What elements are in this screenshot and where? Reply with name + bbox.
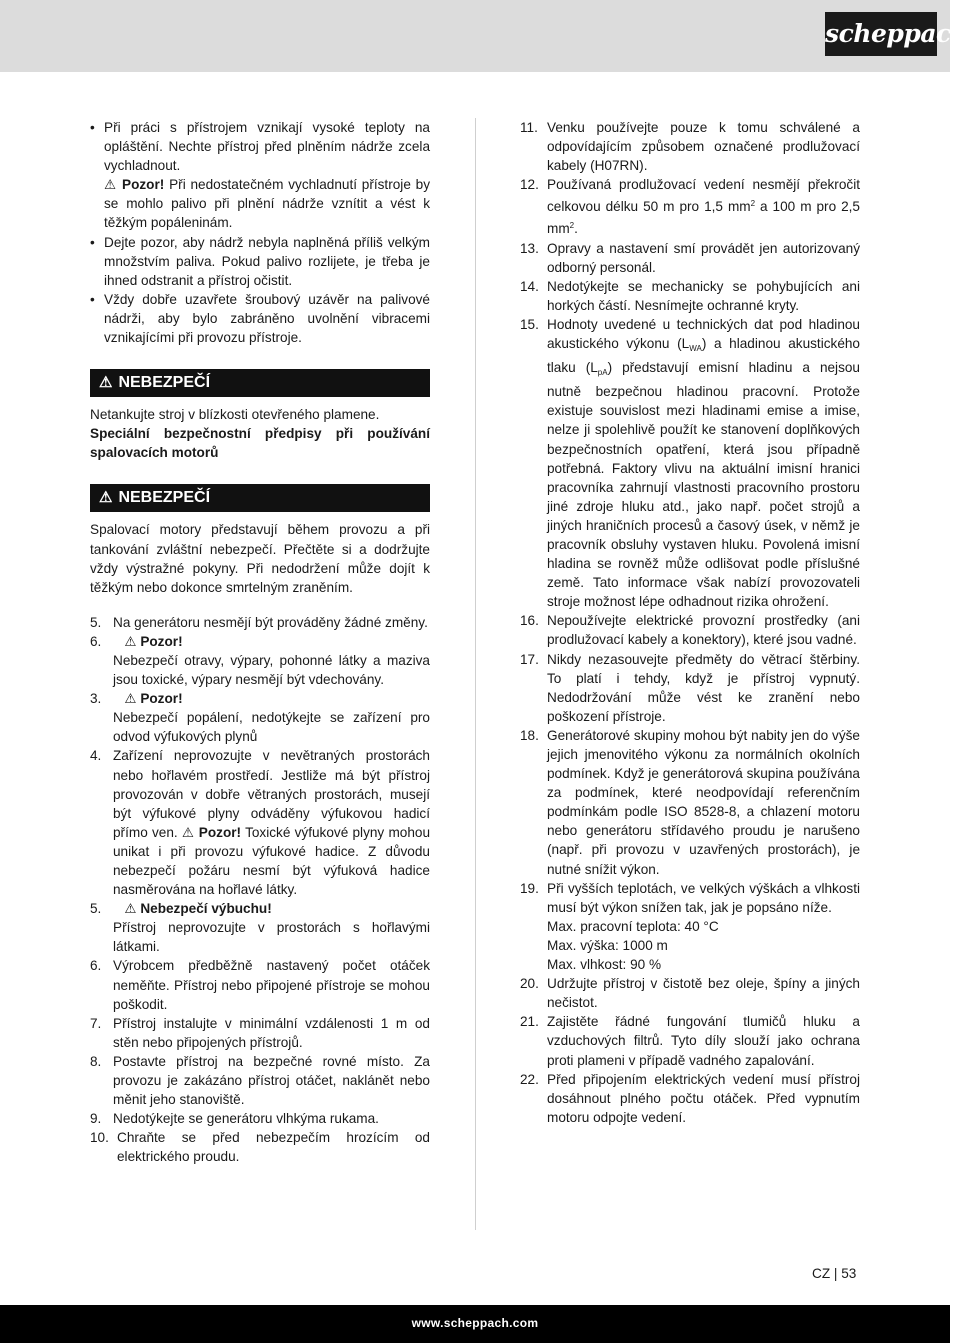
- list-item: 14. Nedotýkejte se mechanicky se pohybujících ani horkých částí. Nesnímejte ochranné kryty.: [520, 278, 860, 313]
- bullet-item: • Vždy dobře uzavřete šroubový uzávěr na palivové nádrži, aby bylo zabráněno uvolnění vibracemi vznikajícími při provozu přístroje.: [90, 290, 430, 347]
- list-item: 17. Nikdy nezasouvejte předměty do větrací štěrbiny. To platí i tehdy, když je přístroj vypnutý. Nedodržování může vést ke zranění nebo poškození přístroje.: [520, 651, 860, 724]
- list-item: 5. ⚠ Nebezpečí výbuchu! Přístroj neprovozujte v prostorách s hořlavými látkami.: [90, 901, 430, 955]
- list-item: 3. ⚠ Pozor! Nebezpečí popálení, nedotýkejte se zařízení pro odvod výfukových plynů: [90, 691, 430, 745]
- list-item: 12. Používaná prodlužovací vedení nesmějí překročit celkovou délku 50 m pro 1,5 $mm^2$ a 100 m pro 2,5 $mm^2$.: [520, 177, 860, 237]
- footer-bar: [0, 1305, 950, 1343]
- warning-icon: ⚠: [99, 374, 113, 392]
- left-column: [90, 118, 430, 1167]
- warning-icon: ⚠: [124, 691, 137, 707]
- danger-banner: ⚠ NEBEZPEČÍ: [90, 484, 430, 512]
- list-item: 20. Udržujte přístroj v čistotě bez oleje, špíny a jiných nečistot.: [520, 976, 860, 1011]
- bullet-item: • Při práci s přístrojem vznikají vysoké teploty na opláštění. Nechte přístroj před plněním nádrže zcela vychladnout. ⚠ Pozor! Při nedostatečném vychladnutí přístroje by se mohlo palivo při plnění nádrže vznítit a vést k těžkým popáleninám.: [90, 118, 430, 233]
- danger-text: Netankujte stroj v blízkosti otevřeného plamene.: [90, 407, 380, 423]
- warning-icon: ⚠: [181, 824, 195, 840]
- warning-icon: ⚠: [99, 489, 113, 507]
- list-item: 11. Venku používejte pouze k tomu schválené a odpovídajícím způsobem označené prodlužovací kabely (H07RN).: [520, 120, 860, 174]
- warning-icon: ⚠: [104, 177, 118, 193]
- list-item: 21. Zajistěte řádné fungování tlumičů hluku a vzduchových filtrů. Tyto díly slouží jako ochrana proti plameni v případě vadného zapalování.: [520, 1014, 860, 1068]
- list-item: 8. Postavte přístroj na bezpečné rovné místo. Za provozu je zakázáno přístroj otáčet, naklánět nebo měnit jeho stanoviště.: [90, 1053, 430, 1108]
- list-item: 16. Nepoužívejte elektrické provozní prostředky (ani prodlužovací kabely a konektory), které jsou vadné.: [520, 613, 860, 648]
- list-item: 7. Přístroj instalujte v minimální vzdálenosti 1 m od stěn nebo připojených přístrojů.: [90, 1015, 430, 1050]
- page-number: CZ | 53: [812, 1266, 857, 1281]
- list-item: 13. Opravy a nastavení smí provádět jen autorizovaný odborný personál.: [520, 240, 860, 275]
- scheppach-logo: scheppach: [825, 12, 937, 56]
- list-item: 9. Nedotýkejte se generátoru vlhkýma rukama.: [90, 1111, 379, 1127]
- website-url[interactable]: www.scheppach.com: [411, 1316, 539, 1330]
- list-item: 18. Generátorové skupiny mohou být nabity jen do výše jejich jmenovitého výkonu za normálních okolních podmínek. Když je generátorová skupina používána za podmínek, které neodpovídají referenčním podmínkám podle ISO 8528-8, a chlazení motoru nebo generátoru střídavého proudu je narušeno (např. při provozu v uzavřených prostorách), je nutné snížit výkon.: [520, 727, 860, 877]
- list-item: 19. Při vyšších teplotách, ve velkých výškách a vlhkosti musí být výkon snížen tak, jak je popsáno níže. Max. pracovní teplota: 40 °C Max. výška: 1000 m Max. vlhkost: 90 %: [520, 880, 860, 973]
- list-item: 15. Hodnoty uvedené u technických dat pod hladinou akustického výkonu $(L_{WA})$ a hladinou akustického tlaku $(L_{pA})$ představují emisní hladinu a nejsou nutně bezpečnou hladinou pracovní. Protože existuje souvislost mezi hladinami emise a imise, nelze ji spolehlivě použít ke stanovení doplňkových bezpečnostních opatření, která jsou případně potřebná. Faktory vlivu na aktuální imisní hranici pracovníka zahrnují vlastnosti pracovního prostoru jiné zdroje hluku atd., jako např. počet strojů a jiných hraničních procesů a časový úsek, v němž je pracovník obsluhy vystaven hluku. Povolená imisní hladina se rovněž může odlišovat podle příslušné země. Tato informace však nabízí provozovateli stroje možnost lépe odhadnout rizika ohrožení.: [520, 316, 860, 610]
- warning-icon: ⚠: [124, 901, 137, 917]
- list-item: 5. Na generátoru nesmějí být prováděny žádné změny.: [90, 614, 428, 630]
- list-item: 6. Výrobcem předběžně nastavený počet otáček neměňte. Přístroj nebo připojené přístroje se mohou poškodit.: [90, 958, 430, 1012]
- right-column: [520, 118, 860, 1127]
- danger-banner: ⚠ NEBEZPEČÍ: [90, 369, 430, 397]
- bullet-item: • Dejte pozor, aby nádrž nebyla naplněná příliš velkým množstvím paliva. Pokud palivo rozlijete, je třeba je ihned odstranit a přístroj očistit.: [90, 233, 430, 290]
- warning-icon: ⚠: [124, 633, 137, 649]
- header-bar: [0, 0, 950, 72]
- danger-text: Spalovací motory představují během provozu a při tankování zvláštní nebezpečí. Přečtěte si a dodržujte vždy výstražné pokyny. Při nedodržení může dojít k těžkým nebo dokonce smrtelným zraněním.: [90, 522, 430, 595]
- list-item: 6. ⚠ Pozor! Nebezpečí otravy, výpary, pohonné látky a maziva jsou toxické, výpary nesmějí být vdechovány.: [90, 633, 430, 688]
- section-heading: Speciální bezpečnostní předpisy při používání spalovacích motorů: [90, 426, 430, 461]
- list-item: 22. Před připojením elektrických vedení musí přístroj dosáhnout plného počtu otáček. Před vypnutím motoru odpojte vedení.: [520, 1071, 860, 1125]
- list-item: 4. Zařízení neprovozujte v nevětraných prostorách nebo hořlavém prostředí. Jestliže má být přístroj provozován v dobře větraných prostorách, musejí být výfukové plyny odváděny výfukovou hadicí přímo ven. ⚠ Pozor! Toxické výfukové plyny mohou unikat i při provozu výfukové hadice. Z důvodu nebezpečí požáru nesmí být výfuková hadice nasměrována na hořlavé látky.: [90, 748, 431, 898]
- list-item: 10. Chraňte se před nebezpečím hrozícím od elektrického proudu.: [90, 1130, 430, 1165]
- column-divider: [475, 118, 476, 1230]
